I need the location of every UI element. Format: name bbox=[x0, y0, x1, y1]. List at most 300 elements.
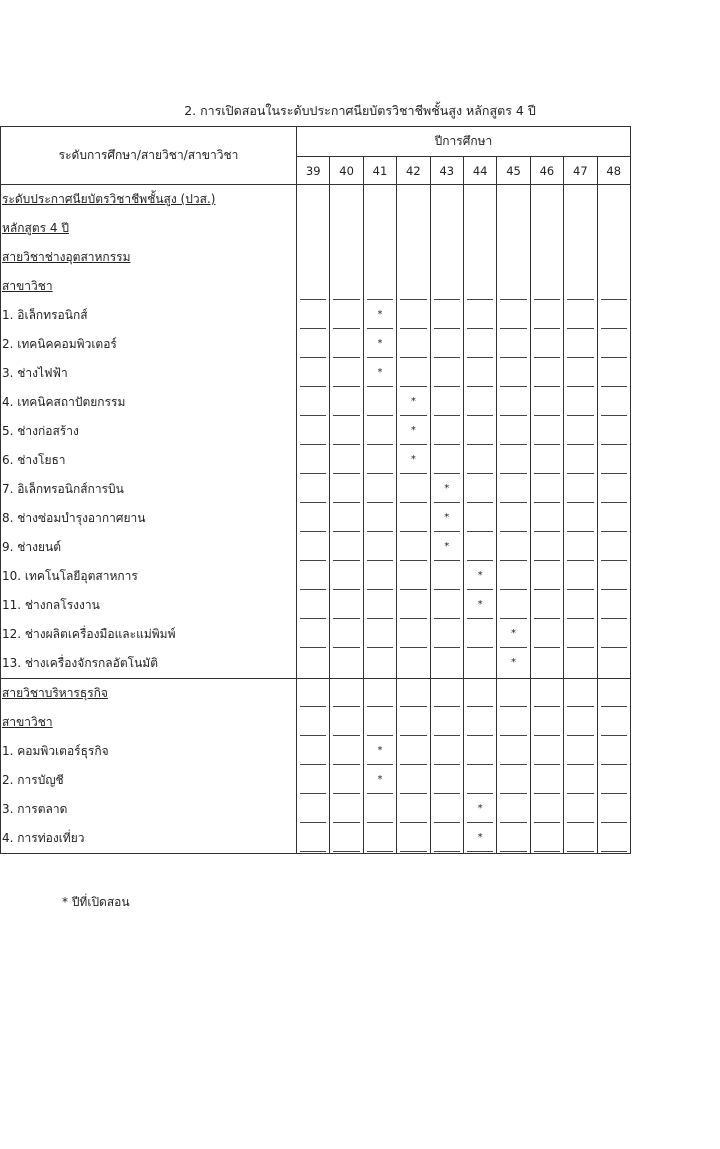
year-cell-45 bbox=[497, 649, 530, 679]
year-cell-48 bbox=[597, 708, 630, 737]
year-cell-45 bbox=[497, 417, 530, 446]
row-label: 10. เทคโนโลยีอุตสาหการ bbox=[1, 562, 297, 591]
year-cell-48 bbox=[597, 243, 630, 272]
row-label: 1. อิเล็กทรอนิกส์ bbox=[1, 301, 297, 330]
year-cell-46 bbox=[530, 272, 563, 301]
year-cell-43 bbox=[430, 649, 463, 679]
table-row bbox=[1, 824, 631, 854]
year-cell-47 bbox=[564, 185, 597, 215]
year-cell-45 bbox=[497, 272, 530, 301]
year-cell-41 bbox=[363, 649, 396, 679]
table-row bbox=[1, 649, 631, 679]
year-cell-45 bbox=[497, 359, 530, 388]
row-label: 6. ช่างโยธา bbox=[1, 446, 297, 475]
year-cell-39 bbox=[297, 649, 330, 679]
year-cell-46 bbox=[530, 795, 563, 824]
year-cell-45 bbox=[497, 301, 530, 330]
table-row bbox=[1, 591, 631, 620]
table-row bbox=[1, 795, 631, 824]
year-cell-42 bbox=[397, 824, 430, 854]
year-cell-47 bbox=[564, 446, 597, 475]
year-cell-48 bbox=[597, 562, 630, 591]
year-cell-48 bbox=[597, 824, 630, 854]
table-row bbox=[1, 214, 631, 243]
year-cell-40 bbox=[330, 737, 363, 766]
year-cell-42 bbox=[397, 272, 430, 301]
year-cell-46 bbox=[530, 620, 563, 649]
year-cell-44 bbox=[463, 214, 496, 243]
year-cell-41 bbox=[363, 475, 396, 504]
year-cell-39 bbox=[297, 446, 330, 475]
year-cell-47 bbox=[564, 272, 597, 301]
year-cell-39 bbox=[297, 359, 330, 388]
table-row bbox=[1, 504, 631, 533]
year-cell-46 bbox=[530, 185, 563, 215]
year-cell-45 bbox=[497, 243, 530, 272]
year-cell-43 bbox=[430, 737, 463, 766]
year-cell-45 bbox=[497, 475, 530, 504]
year-cell-42 bbox=[397, 649, 430, 679]
year-cell-44 bbox=[463, 417, 496, 446]
open-year-mark: * bbox=[410, 454, 416, 465]
year-cell-44 bbox=[463, 679, 496, 709]
year-cell-42 bbox=[397, 737, 430, 766]
page-title: 2. การเปิดสอนในระดับประกาศนียบัตรวิชาชีพชั้นสูง หลักสูตร 4 ปี bbox=[184, 103, 536, 118]
year-cell-43 bbox=[430, 475, 463, 504]
year-cell-41 bbox=[363, 301, 396, 330]
year-cell-43 bbox=[430, 620, 463, 649]
year-cell-44 bbox=[463, 766, 496, 795]
year-cell-40 bbox=[330, 679, 363, 709]
year-cell-47 bbox=[564, 359, 597, 388]
year-cell-41 bbox=[363, 562, 396, 591]
year-cell-48 bbox=[597, 388, 630, 417]
year-cell-40 bbox=[330, 243, 363, 272]
year-cell-47 bbox=[564, 737, 597, 766]
year-cell-47 bbox=[564, 766, 597, 795]
year-header-46: 46 bbox=[530, 157, 563, 185]
year-cell-41 bbox=[363, 737, 396, 766]
row-label: 11. ช่างกลโรงงาน bbox=[1, 591, 297, 620]
row-label: 13. ช่างเครื่องจักรกลอัตโนมัติ bbox=[1, 649, 297, 679]
table-row bbox=[1, 330, 631, 359]
year-cell-44 bbox=[463, 446, 496, 475]
year-header-45: 45 bbox=[497, 157, 530, 185]
table-row bbox=[1, 620, 631, 649]
year-cell-39 bbox=[297, 620, 330, 649]
year-cell-41 bbox=[363, 272, 396, 301]
year-cell-40 bbox=[330, 504, 363, 533]
year-cell-42 bbox=[397, 301, 430, 330]
open-year-mark: * bbox=[477, 570, 483, 581]
year-cell-40 bbox=[330, 330, 363, 359]
year-cell-39 bbox=[297, 562, 330, 591]
year-cell-46 bbox=[530, 824, 563, 854]
year-cell-42 bbox=[397, 214, 430, 243]
year-cell-42 bbox=[397, 766, 430, 795]
year-cell-40 bbox=[330, 708, 363, 737]
year-cell-42 bbox=[397, 795, 430, 824]
year-cell-44 bbox=[463, 737, 496, 766]
year-cell-45 bbox=[497, 795, 530, 824]
year-cell-41 bbox=[363, 824, 396, 854]
year-cell-45 bbox=[497, 620, 530, 649]
row-label: 2. การบัญชี bbox=[1, 766, 297, 795]
row-label: 9. ช่างยนต์ bbox=[1, 533, 297, 562]
table-row bbox=[1, 766, 631, 795]
year-cell-44 bbox=[463, 795, 496, 824]
year-cell-44 bbox=[463, 533, 496, 562]
year-cell-42 bbox=[397, 679, 430, 709]
year-cell-46 bbox=[530, 446, 563, 475]
year-cell-42 bbox=[397, 562, 430, 591]
year-cell-47 bbox=[564, 620, 597, 649]
year-cell-41 bbox=[363, 388, 396, 417]
year-cell-48 bbox=[597, 359, 630, 388]
year-cell-42 bbox=[397, 359, 430, 388]
year-cell-42 bbox=[397, 243, 430, 272]
year-cell-48 bbox=[597, 330, 630, 359]
table-row bbox=[1, 301, 631, 330]
year-cell-41 bbox=[363, 243, 396, 272]
year-cell-43 bbox=[430, 708, 463, 737]
year-cell-43 bbox=[430, 243, 463, 272]
year-cell-42 bbox=[397, 708, 430, 737]
year-cell-45 bbox=[497, 446, 530, 475]
year-header-44: 44 bbox=[463, 157, 496, 185]
row-label: สายวิชาบริหารธุรกิจ bbox=[1, 679, 297, 709]
year-cell-48 bbox=[597, 417, 630, 446]
year-cell-43 bbox=[430, 214, 463, 243]
year-cell-47 bbox=[564, 330, 597, 359]
year-cell-45 bbox=[497, 679, 530, 709]
table-row bbox=[1, 679, 631, 709]
row-label: 1. คอมพิวเตอร์ธุรกิจ bbox=[1, 737, 297, 766]
year-cell-42 bbox=[397, 417, 430, 446]
year-cell-42 bbox=[397, 533, 430, 562]
year-cell-45 bbox=[497, 737, 530, 766]
year-cell-45 bbox=[497, 824, 530, 854]
year-cell-40 bbox=[330, 824, 363, 854]
table-row bbox=[1, 737, 631, 766]
year-cell-47 bbox=[564, 649, 597, 679]
year-cell-43 bbox=[430, 679, 463, 709]
year-cell-41 bbox=[363, 708, 396, 737]
year-cell-41 bbox=[363, 533, 396, 562]
row-label: ระดับประกาศนียบัตรวิชาชีพชั้นสูง (ปวส.) bbox=[1, 185, 297, 215]
year-cell-46 bbox=[530, 766, 563, 795]
year-cell-48 bbox=[597, 475, 630, 504]
year-cell-42 bbox=[397, 446, 430, 475]
year-cell-46 bbox=[530, 214, 563, 243]
year-cell-48 bbox=[597, 533, 630, 562]
row-label: 5. ช่างก่อสร้าง bbox=[1, 417, 297, 446]
year-cell-45 bbox=[497, 214, 530, 243]
year-cell-44 bbox=[463, 504, 496, 533]
year-cell-39 bbox=[297, 475, 330, 504]
year-cell-43 bbox=[430, 388, 463, 417]
year-cell-46 bbox=[530, 504, 563, 533]
table-row bbox=[1, 272, 631, 301]
year-cell-48 bbox=[597, 679, 630, 709]
year-cell-47 bbox=[564, 708, 597, 737]
year-cell-44 bbox=[463, 359, 496, 388]
year-cell-39 bbox=[297, 388, 330, 417]
year-cell-44 bbox=[463, 330, 496, 359]
year-cell-45 bbox=[497, 708, 530, 737]
column-header-year-group: ปีการศึกษา bbox=[297, 127, 631, 157]
year-cell-43 bbox=[430, 591, 463, 620]
year-cell-45 bbox=[497, 766, 530, 795]
year-cell-43 bbox=[430, 504, 463, 533]
year-cell-41 bbox=[363, 417, 396, 446]
year-cell-42 bbox=[397, 388, 430, 417]
year-cell-44 bbox=[463, 824, 496, 854]
year-cell-44 bbox=[463, 591, 496, 620]
year-cell-39 bbox=[297, 737, 330, 766]
year-cell-42 bbox=[397, 185, 430, 215]
year-cell-40 bbox=[330, 591, 363, 620]
year-cell-39 bbox=[297, 533, 330, 562]
year-cell-43 bbox=[430, 185, 463, 215]
year-cell-48 bbox=[597, 214, 630, 243]
year-cell-41 bbox=[363, 620, 396, 649]
footnote: * ปีที่เปิดสอน bbox=[62, 895, 130, 909]
year-cell-43 bbox=[430, 824, 463, 854]
column-header-label: ระดับการศึกษา/สายวิชา/สาขาวิชา bbox=[1, 127, 297, 185]
table-row bbox=[1, 417, 631, 446]
year-header-42: 42 bbox=[397, 157, 430, 185]
year-cell-42 bbox=[397, 620, 430, 649]
year-cell-40 bbox=[330, 301, 363, 330]
year-header-39: 39 bbox=[297, 157, 330, 185]
year-cell-48 bbox=[597, 620, 630, 649]
year-cell-39 bbox=[297, 591, 330, 620]
year-cell-47 bbox=[564, 562, 597, 591]
row-label: 3. ช่างไฟฟ้า bbox=[1, 359, 297, 388]
year-cell-41 bbox=[363, 679, 396, 709]
open-year-mark: * bbox=[477, 832, 483, 843]
year-cell-39 bbox=[297, 504, 330, 533]
year-cell-46 bbox=[530, 330, 563, 359]
year-cell-43 bbox=[430, 359, 463, 388]
table-row bbox=[1, 475, 631, 504]
row-label: 12. ช่างผลิตเครื่องมือและแม่พิมพ์ bbox=[1, 620, 297, 649]
year-cell-46 bbox=[530, 388, 563, 417]
year-header-47: 47 bbox=[564, 157, 597, 185]
open-year-mark: * bbox=[410, 396, 416, 407]
year-cell-48 bbox=[597, 504, 630, 533]
year-cell-46 bbox=[530, 417, 563, 446]
year-cell-48 bbox=[597, 185, 630, 215]
year-cell-44 bbox=[463, 243, 496, 272]
year-cell-40 bbox=[330, 795, 363, 824]
year-cell-41 bbox=[363, 330, 396, 359]
year-cell-39 bbox=[297, 766, 330, 795]
year-cell-39 bbox=[297, 708, 330, 737]
year-cell-39 bbox=[297, 243, 330, 272]
year-cell-44 bbox=[463, 562, 496, 591]
year-cell-40 bbox=[330, 272, 363, 301]
year-cell-40 bbox=[330, 446, 363, 475]
table-row bbox=[1, 446, 631, 475]
year-cell-47 bbox=[564, 679, 597, 709]
table-row bbox=[1, 243, 631, 272]
year-cell-44 bbox=[463, 272, 496, 301]
year-cell-40 bbox=[330, 359, 363, 388]
year-cell-43 bbox=[430, 301, 463, 330]
year-cell-41 bbox=[363, 214, 396, 243]
year-cell-39 bbox=[297, 417, 330, 446]
year-cell-41 bbox=[363, 504, 396, 533]
table-row bbox=[1, 359, 631, 388]
open-year-mark: * bbox=[377, 338, 383, 349]
row-label: สายวิชาช่างอุตสาหกรรม bbox=[1, 243, 297, 272]
year-cell-46 bbox=[530, 533, 563, 562]
year-cell-46 bbox=[530, 359, 563, 388]
open-year-mark: * bbox=[377, 367, 383, 378]
row-label: 8. ช่างซ่อมบำรุงอากาศยาน bbox=[1, 504, 297, 533]
year-cell-39 bbox=[297, 185, 330, 215]
year-cell-44 bbox=[463, 475, 496, 504]
year-cell-45 bbox=[497, 388, 530, 417]
year-cell-40 bbox=[330, 214, 363, 243]
year-cell-41 bbox=[363, 446, 396, 475]
year-cell-43 bbox=[430, 795, 463, 824]
year-cell-42 bbox=[397, 330, 430, 359]
year-cell-45 bbox=[497, 562, 530, 591]
row-label: 4. การท่องเที่ยว bbox=[1, 824, 297, 854]
year-cell-43 bbox=[430, 562, 463, 591]
open-year-mark: * bbox=[377, 745, 383, 756]
year-cell-39 bbox=[297, 272, 330, 301]
row-label: สาขาวิชา bbox=[1, 708, 297, 737]
year-cell-44 bbox=[463, 620, 496, 649]
year-cell-40 bbox=[330, 649, 363, 679]
year-cell-46 bbox=[530, 649, 563, 679]
year-cell-48 bbox=[597, 446, 630, 475]
year-cell-40 bbox=[330, 417, 363, 446]
year-cell-40 bbox=[330, 185, 363, 215]
year-header-40: 40 bbox=[330, 157, 363, 185]
year-cell-46 bbox=[530, 562, 563, 591]
year-cell-39 bbox=[297, 824, 330, 854]
row-label: 2. เทคนิคคอมพิวเตอร์ bbox=[1, 330, 297, 359]
year-cell-48 bbox=[597, 301, 630, 330]
year-cell-44 bbox=[463, 301, 496, 330]
year-cell-39 bbox=[297, 330, 330, 359]
row-label: 7. อิเล็กทรอนิกส์การบิน bbox=[1, 475, 297, 504]
year-cell-47 bbox=[564, 591, 597, 620]
year-cell-41 bbox=[363, 591, 396, 620]
year-cell-46 bbox=[530, 591, 563, 620]
open-year-mark: * bbox=[477, 599, 483, 610]
year-cell-39 bbox=[297, 679, 330, 709]
year-cell-47 bbox=[564, 301, 597, 330]
year-cell-47 bbox=[564, 824, 597, 854]
year-cell-43 bbox=[430, 272, 463, 301]
year-cell-43 bbox=[430, 766, 463, 795]
year-cell-47 bbox=[564, 243, 597, 272]
year-cell-48 bbox=[597, 795, 630, 824]
year-cell-48 bbox=[597, 649, 630, 679]
year-cell-42 bbox=[397, 475, 430, 504]
year-cell-48 bbox=[597, 272, 630, 301]
year-cell-42 bbox=[397, 591, 430, 620]
row-label: 3. การตลาด bbox=[1, 795, 297, 824]
year-cell-41 bbox=[363, 766, 396, 795]
open-year-mark: * bbox=[511, 657, 517, 668]
year-cell-40 bbox=[330, 620, 363, 649]
year-cell-46 bbox=[530, 737, 563, 766]
year-cell-45 bbox=[497, 185, 530, 215]
year-cell-42 bbox=[397, 504, 430, 533]
table-row bbox=[1, 185, 631, 215]
year-header-41: 41 bbox=[363, 157, 396, 185]
year-cell-39 bbox=[297, 795, 330, 824]
year-cell-43 bbox=[430, 533, 463, 562]
open-year-mark: * bbox=[477, 803, 483, 814]
year-cell-47 bbox=[564, 795, 597, 824]
year-cell-44 bbox=[463, 649, 496, 679]
table-row bbox=[1, 708, 631, 737]
year-cell-41 bbox=[363, 359, 396, 388]
year-cell-43 bbox=[430, 446, 463, 475]
open-year-mark: * bbox=[444, 512, 450, 523]
year-cell-45 bbox=[497, 533, 530, 562]
year-cell-46 bbox=[530, 475, 563, 504]
open-year-mark: * bbox=[377, 774, 383, 785]
year-cell-48 bbox=[597, 766, 630, 795]
open-year-mark: * bbox=[511, 628, 517, 639]
year-cell-40 bbox=[330, 766, 363, 795]
year-cell-46 bbox=[530, 243, 563, 272]
year-cell-40 bbox=[330, 388, 363, 417]
table-row bbox=[1, 388, 631, 417]
year-cell-40 bbox=[330, 533, 363, 562]
year-cell-40 bbox=[330, 562, 363, 591]
year-cell-39 bbox=[297, 214, 330, 243]
open-year-mark: * bbox=[377, 309, 383, 320]
row-label: สาขาวิชา bbox=[1, 272, 297, 301]
open-year-mark: * bbox=[444, 483, 450, 494]
year-cell-46 bbox=[530, 301, 563, 330]
year-cell-39 bbox=[297, 301, 330, 330]
year-cell-44 bbox=[463, 388, 496, 417]
year-cell-41 bbox=[363, 185, 396, 215]
year-cell-47 bbox=[564, 214, 597, 243]
year-cell-46 bbox=[530, 708, 563, 737]
row-label: 4. เทคนิคสถาปัตยกรรม bbox=[1, 388, 297, 417]
year-cell-47 bbox=[564, 475, 597, 504]
year-cell-46 bbox=[530, 679, 563, 709]
year-cell-47 bbox=[564, 504, 597, 533]
year-header-43: 43 bbox=[430, 157, 463, 185]
course-schedule-table bbox=[0, 126, 631, 854]
year-cell-40 bbox=[330, 475, 363, 504]
year-cell-47 bbox=[564, 533, 597, 562]
year-cell-44 bbox=[463, 185, 496, 215]
year-cell-41 bbox=[363, 795, 396, 824]
year-header-48: 48 bbox=[597, 157, 630, 185]
year-cell-47 bbox=[564, 417, 597, 446]
year-cell-43 bbox=[430, 330, 463, 359]
table-row bbox=[1, 533, 631, 562]
year-cell-47 bbox=[564, 388, 597, 417]
year-cell-45 bbox=[497, 591, 530, 620]
open-year-mark: * bbox=[444, 541, 450, 552]
year-cell-48 bbox=[597, 591, 630, 620]
